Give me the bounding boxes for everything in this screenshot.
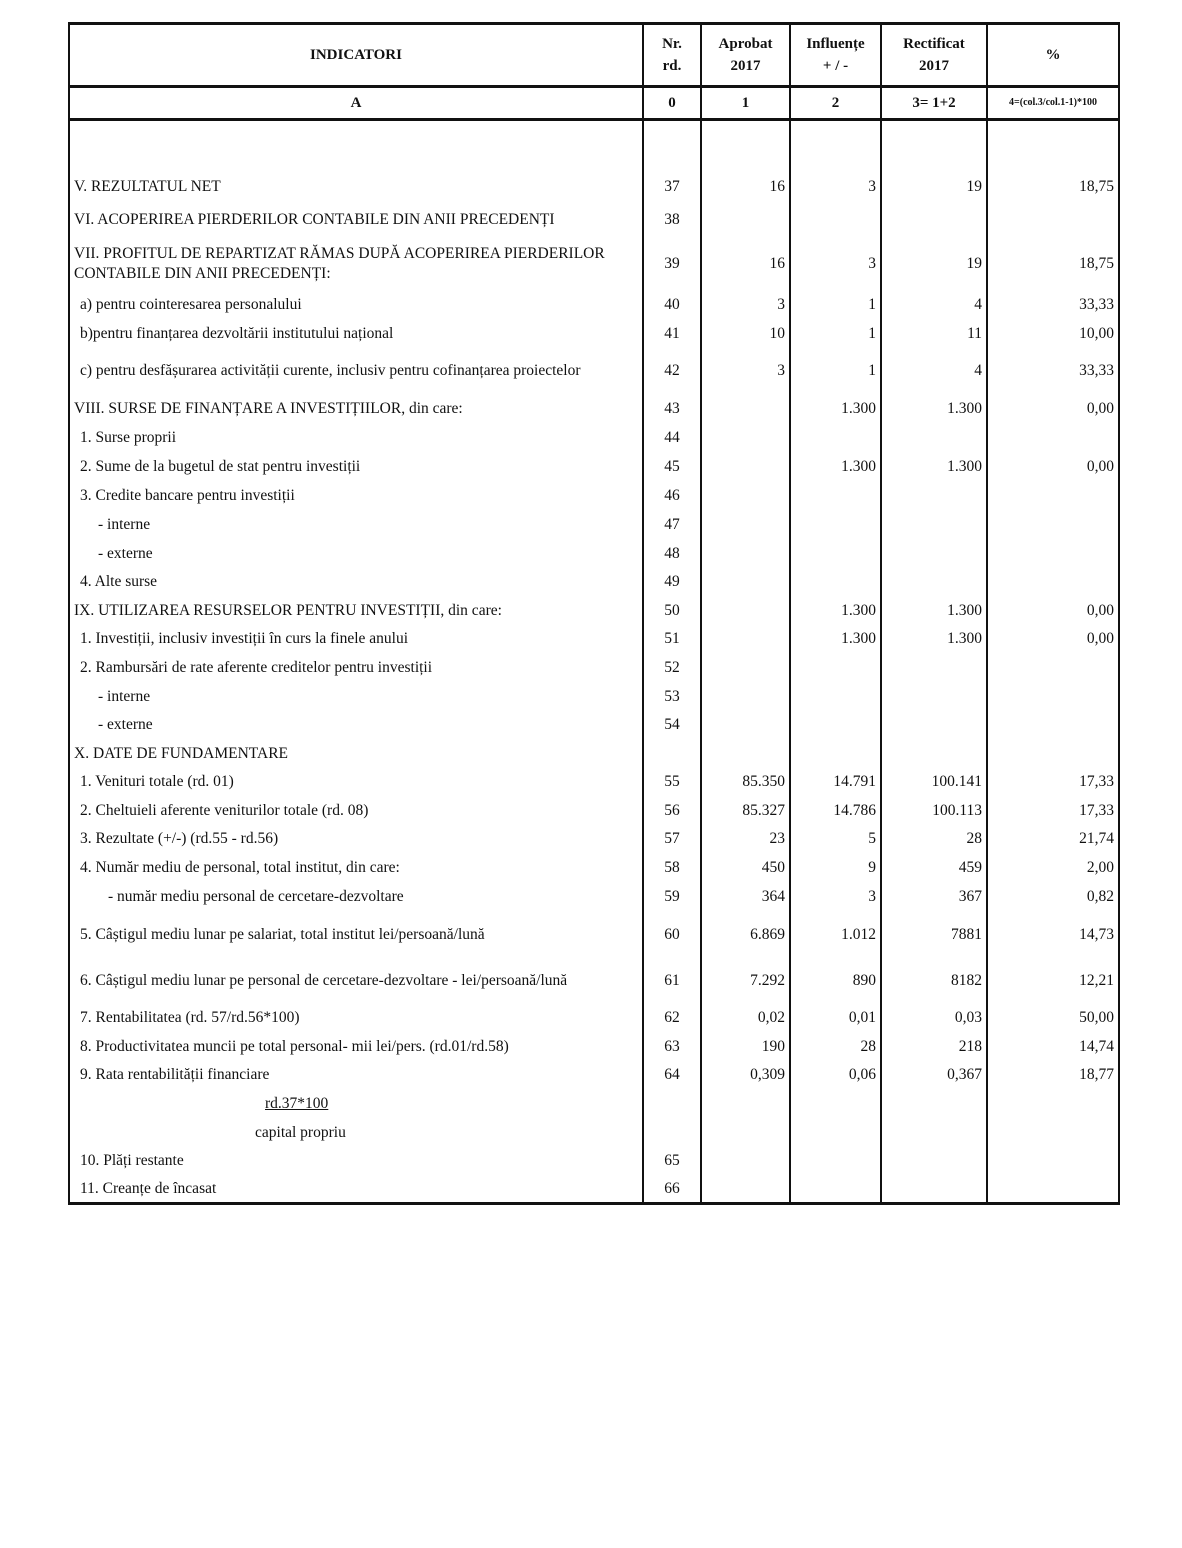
row-label: X. DATE DE FUNDAMENTARE [69,740,643,768]
row-percent-value [987,202,1119,238]
table-row [69,510,1119,540]
table-row [69,172,1119,202]
row-percent-value: 14,74 [987,1033,1119,1061]
row-number: 50 [643,597,701,625]
table-row [69,654,1119,683]
row-number: 64 [643,1061,701,1090]
header-aprobat-line2: 2017 [730,58,761,74]
table-row [69,683,1119,711]
row-rectificat-value: 28 [881,825,987,854]
row-percent-value: 0,00 [987,394,1119,424]
row-percent-value [987,1090,1119,1119]
row-percent-value [987,540,1119,568]
row-aprobat-value [701,452,790,482]
header-indicatori [69,24,643,87]
row-percent-value: 33,33 [987,348,1119,394]
row-label: 9. Rata rentabilității financiare [69,1061,643,1090]
row-influente-value: 3 [790,172,881,202]
row-number: 47 [643,510,701,540]
row-aprobat-value: 6.869 [701,912,790,958]
row-aprobat-value [701,654,790,683]
row-influente-value [790,1147,881,1176]
row-rectificat-value [881,202,987,238]
row-aprobat-value: 190 [701,1033,790,1061]
row-number [643,1090,701,1119]
row-number: 63 [643,1033,701,1061]
row-aprobat-value: 16 [701,172,790,202]
table-row [69,1147,1119,1176]
row-percent-value: 21,74 [987,825,1119,854]
row-percent-value [987,711,1119,740]
row-percent-value [987,1176,1119,1204]
row-label: 4. Alte surse [69,568,643,597]
row-label: 11. Creanțe de încasat [69,1176,643,1204]
row-number: 66 [643,1176,701,1204]
row-label: VIII. SURSE DE FINANȚARE A INVESTIȚIILOR, din care: [69,394,643,424]
row-rectificat-value: 19 [881,238,987,290]
row-number: 39 [643,238,701,290]
table-row [69,1090,1119,1119]
row-aprobat-value [701,202,790,238]
row-influente-value: 890 [790,958,881,1004]
row-number: 57 [643,825,701,854]
row-influente-value [790,1119,881,1147]
row-aprobat-value [701,683,790,711]
row-aprobat-value: 0,309 [701,1061,790,1090]
row-rectificat-value: 0,03 [881,1004,987,1033]
table-row [69,797,1119,825]
row-label [69,120,643,172]
row-rectificat-value: 0,367 [881,1061,987,1090]
row-label: - externe [69,540,643,568]
table-row [69,394,1119,424]
row-influente-value [790,1176,881,1204]
row-number: 37 [643,172,701,202]
row-aprobat-value [701,424,790,452]
row-rectificat-value [881,424,987,452]
row-influente-value [790,202,881,238]
row-label: - interne [69,510,643,540]
row-percent-value: 18,75 [987,172,1119,202]
row-label: VI. ACOPERIREA PIERDERILOR CONTABILE DIN ANII PRECEDENȚI [69,202,643,238]
row-rectificat-value [881,510,987,540]
row-rectificat-value [881,1090,987,1119]
row-aprobat-value [701,625,790,654]
row-rectificat-value [881,740,987,768]
row-aprobat-value [701,1176,790,1204]
row-aprobat-value [701,120,790,172]
row-number [643,740,701,768]
row-number: 62 [643,1004,701,1033]
row-number: 53 [643,683,701,711]
subheader-row [69,87,1119,120]
row-influente-value [790,711,881,740]
row-aprobat-value: 0,02 [701,1004,790,1033]
header-nr-line1: Nr. [662,36,682,52]
header-influente-line2: + / - [822,58,849,74]
header-rectificat [881,24,987,87]
row-percent-value [987,740,1119,768]
row-influente-value: 0,01 [790,1004,881,1033]
subheader-col3: 3= 1+2 [881,87,987,120]
table-row [69,740,1119,768]
row-percent-value: 18,77 [987,1061,1119,1090]
row-number: 49 [643,568,701,597]
row-percent-value [987,654,1119,683]
row-influente-value: 1.300 [790,394,881,424]
row-label: V. REZULTATUL NET [69,172,643,202]
row-percent-value [987,424,1119,452]
table-row [69,452,1119,482]
row-aprobat-value [701,510,790,540]
table-row [69,825,1119,854]
header-rectificat-line1: Rectificat [903,36,965,52]
row-percent-value: 17,33 [987,797,1119,825]
row-influente-value [790,1090,881,1119]
table-row [69,424,1119,452]
row-influente-value: 1 [790,320,881,348]
row-number: 56 [643,797,701,825]
row-rectificat-value [881,120,987,172]
row-aprobat-value [701,1147,790,1176]
row-rectificat-value: 7881 [881,912,987,958]
row-aprobat-value [701,1119,790,1147]
row-aprobat-value [701,482,790,510]
table-row [69,912,1119,958]
row-percent-value: 2,00 [987,854,1119,883]
row-influente-value [790,482,881,510]
row-percent-value [987,1147,1119,1176]
row-influente-value: 14.786 [790,797,881,825]
row-influente-value: 1 [790,290,881,320]
row-percent-value: 0,82 [987,883,1119,912]
row-percent-value: 0,00 [987,625,1119,654]
row-label: 1. Venituri totale (rd. 01) [69,768,643,797]
table-row [69,202,1119,238]
row-influente-value [790,654,881,683]
row-number [643,120,701,172]
row-rectificat-value: 4 [881,348,987,394]
row-influente-value: 1.300 [790,452,881,482]
row-number: 58 [643,854,701,883]
table-row [69,540,1119,568]
table-row [69,768,1119,797]
row-percent-value: 14,73 [987,912,1119,958]
header-aprobat-line1: Aprobat [718,36,773,52]
row-number: 45 [643,452,701,482]
row-influente-value: 28 [790,1033,881,1061]
row-percent-value: 18,75 [987,238,1119,290]
row-percent-value: 17,33 [987,768,1119,797]
table-row [69,597,1119,625]
row-label: 5. Câștigul mediu lunar pe salariat, total institut lei/persoană/lună [69,912,643,958]
row-aprobat-value: 85.350 [701,768,790,797]
row-aprobat-value: 364 [701,883,790,912]
table-row [69,320,1119,348]
row-influente-value: 3 [790,883,881,912]
row-rectificat-value: 1.300 [881,394,987,424]
row-influente-value [790,740,881,768]
table-row [69,1033,1119,1061]
row-aprobat-value: 85.327 [701,797,790,825]
row-rectificat-value [881,711,987,740]
row-percent-value [987,482,1119,510]
row-percent-value [987,510,1119,540]
header-aprobat [701,24,790,87]
row-aprobat-value: 450 [701,854,790,883]
row-rectificat-value: 1.300 [881,625,987,654]
row-number: 44 [643,424,701,452]
row-rectificat-value: 4 [881,290,987,320]
row-rectificat-value: 367 [881,883,987,912]
row-influente-value: 14.791 [790,768,881,797]
row-aprobat-value: 3 [701,348,790,394]
row-rectificat-value: 100.141 [881,768,987,797]
row-label: 4. Număr mediu de personal, total institut, din care: [69,854,643,883]
row-label: 3. Rezultate (+/-) (rd.55 - rd.56) [69,825,643,854]
header-nr [643,24,701,87]
row-number: 65 [643,1147,701,1176]
row-label: 7. Rentabilitatea (rd. 57/rd.56*100) [69,1004,643,1033]
row-percent-value: 50,00 [987,1004,1119,1033]
row-label: a) pentru cointeresarea personalului [69,290,643,320]
row-rectificat-value: 1.300 [881,597,987,625]
row-number: 60 [643,912,701,958]
table-row [69,568,1119,597]
table-header [69,24,1119,120]
row-label: 1. Investiții, inclusiv investiții în curs la finele anului [69,625,643,654]
row-number: 51 [643,625,701,654]
row-influente-value: 1.012 [790,912,881,958]
row-number: 40 [643,290,701,320]
row-rectificat-value [881,540,987,568]
row-aprobat-value: 16 [701,238,790,290]
row-label: 3. Credite bancare pentru investiții [69,482,643,510]
row-label: 1. Surse proprii [69,424,643,452]
row-number: 48 [643,540,701,568]
table-row [69,1061,1119,1090]
subheader-col0: 0 [643,87,701,120]
row-influente-value: 0,06 [790,1061,881,1090]
row-rectificat-value: 11 [881,320,987,348]
row-number: 55 [643,768,701,797]
row-aprobat-value [701,597,790,625]
row-number: 42 [643,348,701,394]
header-influente-line1: Influențe [806,36,865,52]
row-label: - interne [69,683,643,711]
header-nr-line2: rd. [662,58,682,74]
row-rectificat-value [881,683,987,711]
row-rectificat-value [881,654,987,683]
header-influente [790,24,881,87]
table-row [69,348,1119,394]
row-aprobat-value [701,711,790,740]
subheader-col2: 2 [790,87,881,120]
row-percent-value [987,568,1119,597]
table-row [69,1176,1119,1204]
table-row [69,482,1119,510]
row-aprobat-value [701,394,790,424]
row-influente-value: 3 [790,238,881,290]
row-influente-value [790,424,881,452]
row-influente-value: 9 [790,854,881,883]
row-influente-value [790,540,881,568]
row-influente-value [790,120,881,172]
row-influente-value: 5 [790,825,881,854]
table-row [69,1119,1119,1147]
row-rectificat-value [881,1176,987,1204]
header-indicatori-text: INDICATORI [310,47,402,63]
header-rectificat-line2: 2017 [919,58,949,74]
row-percent-value: 0,00 [987,452,1119,482]
row-influente-value [790,510,881,540]
row-rectificat-value [881,482,987,510]
row-label: 2. Cheltuieli aferente veniturilor totale (rd. 08) [69,797,643,825]
row-aprobat-value: 10 [701,320,790,348]
financial-indicators-document [68,22,1118,1205]
row-rectificat-value: 100.113 [881,797,987,825]
row-percent-value: 0,00 [987,597,1119,625]
row-percent-value: 33,33 [987,290,1119,320]
row-percent-value [987,120,1119,172]
row-percent-value [987,683,1119,711]
row-label: 8. Productivitatea muncii pe total personal- mii lei/pers. (rd.01/rd.58) [69,1033,643,1061]
row-aprobat-value [701,740,790,768]
row-rectificat-value: 1.300 [881,452,987,482]
row-influente-value: 1.300 [790,597,881,625]
row-number: 54 [643,711,701,740]
table-row [69,290,1119,320]
row-aprobat-value [701,540,790,568]
row-percent-value: 12,21 [987,958,1119,1004]
table-row [69,1004,1119,1033]
row-aprobat-value [701,1090,790,1119]
row-number: 52 [643,654,701,683]
row-percent-value [987,1119,1119,1147]
indicators-table [68,22,1120,1205]
header-percent [987,24,1119,87]
table-row [69,625,1119,654]
subheader-col1: 1 [701,87,790,120]
row-rectificat-value: 218 [881,1033,987,1061]
row-aprobat-value: 7.292 [701,958,790,1004]
table-row [69,958,1119,1004]
row-label: VII. PROFITUL DE REPARTIZAT RĂMAS DUPĂ ACOPERIREA PIERDERILOR CONTABILE DIN ANII PRECEDENȚI: [69,238,643,290]
row-influente-value [790,683,881,711]
table-row [69,238,1119,290]
header-percent-text: % [1045,47,1061,63]
row-aprobat-value [701,568,790,597]
row-number: 43 [643,394,701,424]
row-label: b)pentru finanțarea dezvoltării institutului național [69,320,643,348]
row-number: 59 [643,883,701,912]
row-label: 2. Sume de la bugetul de stat pentru investiții [69,452,643,482]
row-label: capital propriu [69,1119,643,1147]
header-row [69,24,1119,87]
row-label: c) pentru desfășurarea activității curente, inclusiv pentru cofinanțarea proiectelor [69,348,643,394]
row-rectificat-value: 8182 [881,958,987,1004]
row-label: IX. UTILIZAREA RESURSELOR PENTRU INVESTIȚII, din care: [69,597,643,625]
row-rectificat-value: 459 [881,854,987,883]
row-number: 41 [643,320,701,348]
row-influente-value [790,568,881,597]
row-rectificat-value [881,568,987,597]
row-percent-value: 10,00 [987,320,1119,348]
row-number: 46 [643,482,701,510]
row-aprobat-value: 23 [701,825,790,854]
table-body [69,120,1119,1204]
row-number: 61 [643,958,701,1004]
subheader-a: A [69,87,643,120]
row-number: 38 [643,202,701,238]
table-row [69,120,1119,172]
row-rectificat-value [881,1147,987,1176]
row-label: - externe [69,711,643,740]
row-label: rd.37*100 [69,1090,643,1119]
row-rectificat-value: 19 [881,172,987,202]
row-label: - număr mediu personal de cercetare-dezvoltare [69,883,643,912]
row-rectificat-value [881,1119,987,1147]
subheader-col4: 4=(col.3/col.1-1)*100 [987,87,1119,120]
row-label: 2. Rambursări de rate aferente creditelor pentru investiții [69,654,643,683]
row-label: 10. Plăți restante [69,1147,643,1176]
table-row [69,711,1119,740]
row-influente-value: 1 [790,348,881,394]
table-row [69,854,1119,883]
row-number [643,1119,701,1147]
table-row [69,883,1119,912]
row-aprobat-value: 3 [701,290,790,320]
row-influente-value: 1.300 [790,625,881,654]
row-label: 6. Câștigul mediu lunar pe personal de cercetare-dezvoltare - lei/persoană/lună [69,958,643,1004]
